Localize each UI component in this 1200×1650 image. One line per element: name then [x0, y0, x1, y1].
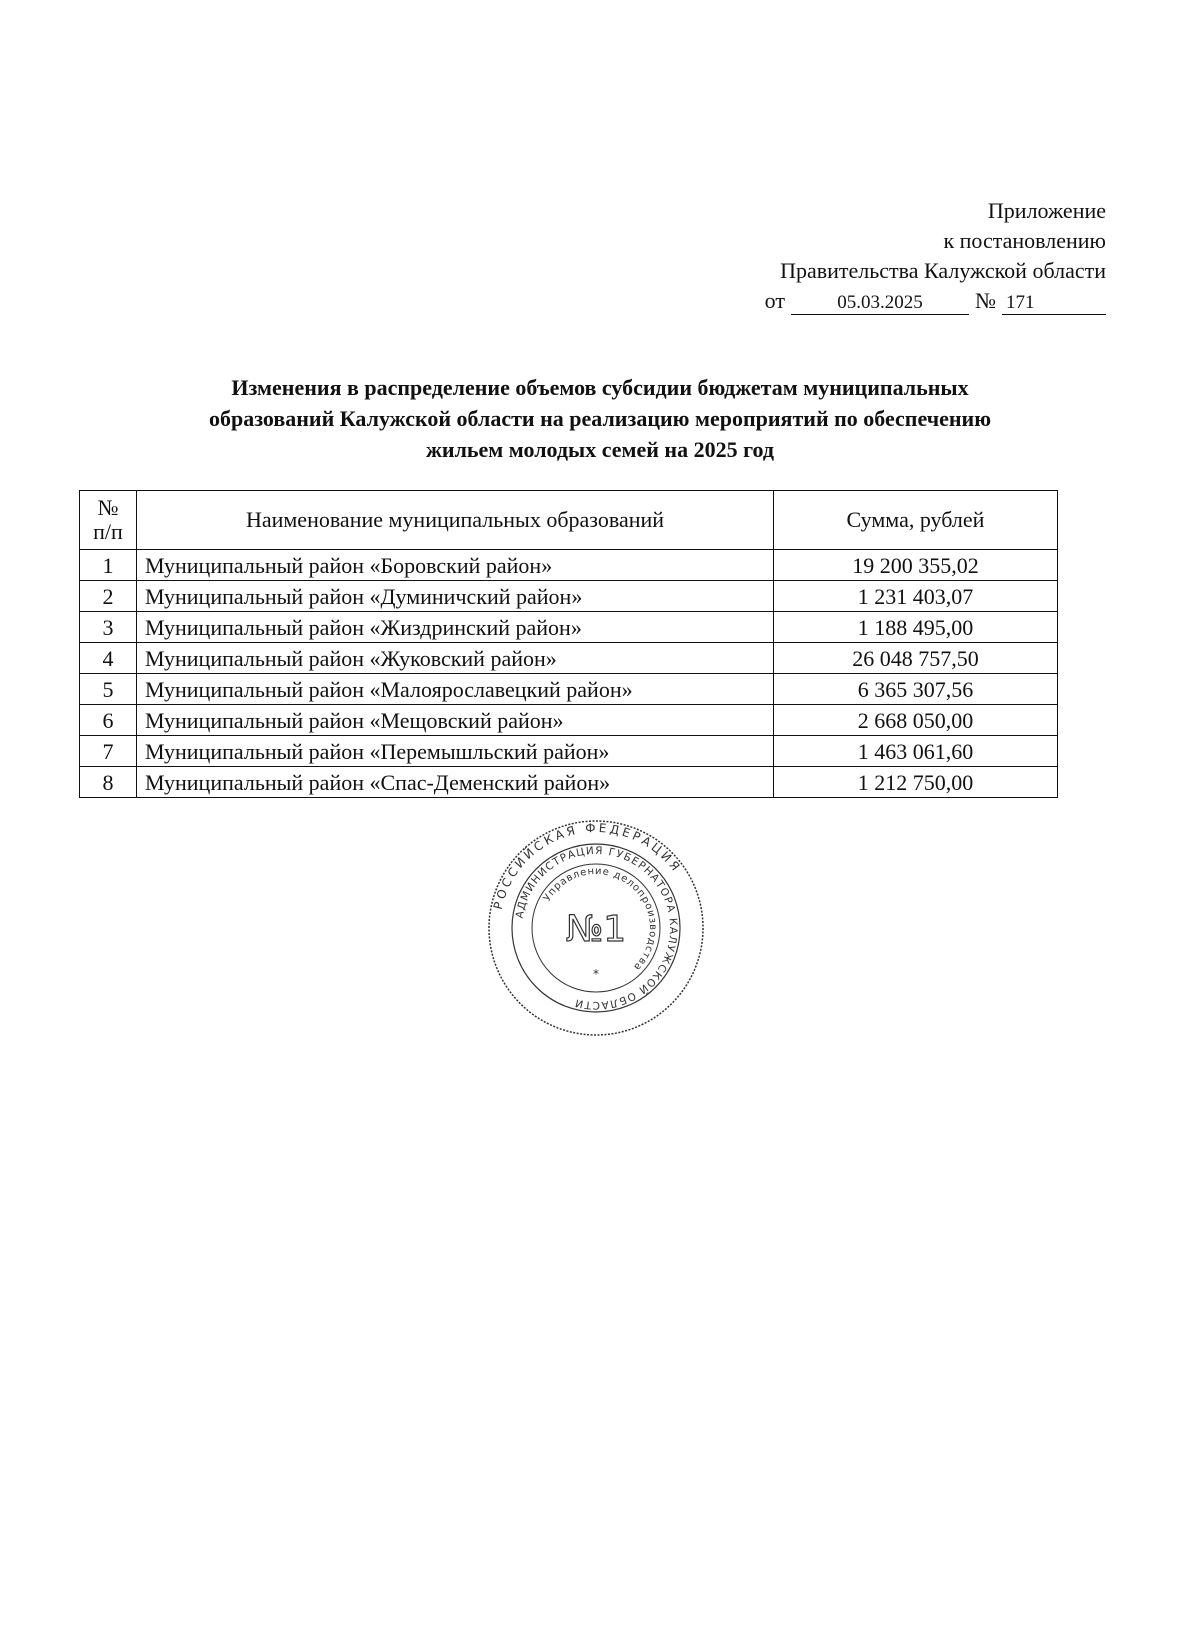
title-line-2: образований Калужской области на реализацию мероприятий по обеспечению: [208, 406, 992, 431]
cell-name: Муниципальный район «Малоярославецкий район»: [137, 674, 774, 705]
cell-sum: 1 463 061,60: [774, 736, 1058, 767]
cell-sum: 19 200 355,02: [774, 550, 1058, 581]
table-row: [80, 581, 1058, 612]
subsidy-table: [79, 490, 1058, 798]
table-row: [80, 736, 1058, 767]
title-line-1: Изменения в распределение объемов субсидии бюджетам муниципальных: [231, 375, 969, 400]
seal-center-number: №1: [565, 909, 627, 950]
cell-name: Муниципальный район «Жиздринский район»: [137, 612, 774, 643]
table-row: [80, 674, 1058, 705]
cell-sum: 26 048 757,50: [774, 643, 1058, 674]
cell-name: Муниципальный район «Боровский район»: [137, 550, 774, 581]
decree-date: 05.03.2025: [791, 292, 969, 315]
cell-number: 1: [80, 550, 137, 581]
annex-line-2: к постановлению: [943, 228, 1106, 253]
table-row: [80, 612, 1058, 643]
table-row: [80, 705, 1058, 736]
header-number: [80, 491, 137, 550]
cell-number: 6: [80, 705, 137, 736]
seal-ring-text: АДМИНИСТРАЦИЯ ГУБЕРНАТОРА КАЛУЖСКОЙ ОБЛАСТИ: [513, 844, 680, 1012]
table-row: [80, 643, 1058, 674]
header-number-line-2: п/п: [93, 519, 123, 544]
cell-number: 4: [80, 643, 137, 674]
title-line-3: жильем молодых семей на 2025 год: [425, 437, 775, 462]
cell-name: Муниципальный район «Спас-Деменский район»: [137, 767, 774, 798]
annex-line-3: Правительства Калужской области: [780, 258, 1106, 283]
cell-sum: 1 231 403,07: [774, 581, 1058, 612]
seal-star: *: [593, 967, 599, 981]
number-label: №: [975, 288, 996, 313]
cell-sum: 1 212 750,00: [774, 767, 1058, 798]
cell-number: 3: [80, 612, 137, 643]
cell-name: Муниципальный район «Думиничский район»: [137, 581, 774, 612]
table-row: [80, 767, 1058, 798]
cell-sum: 1 188 495,00: [774, 612, 1058, 643]
table-header-row: [80, 491, 1058, 550]
cell-number: 2: [80, 581, 137, 612]
cell-sum: 2 668 050,00: [774, 705, 1058, 736]
table-row: [80, 550, 1058, 581]
header-name: Наименование муниципальных образований: [137, 491, 774, 550]
annex-date-row: [765, 286, 1106, 316]
cell-name: Муниципальный район «Перемышльский район»: [137, 736, 774, 767]
cell-sum: 6 365 307,56: [774, 674, 1058, 705]
annex-block: [765, 196, 1106, 316]
seal-outer-text: РОССИЙСКАЯ ФЕДЕРАЦИЯ: [490, 820, 685, 911]
decree-number: 171: [1002, 292, 1106, 315]
annex-line-1: Приложение: [987, 198, 1106, 223]
cell-name: Муниципальный район «Мещовский район»: [137, 705, 774, 736]
header-sum: Сумма, рублей: [774, 491, 1058, 550]
cell-name: Муниципальный район «Жуковский район»: [137, 643, 774, 674]
cell-number: 7: [80, 736, 137, 767]
cell-number: 8: [80, 767, 137, 798]
cell-number: 5: [80, 674, 137, 705]
document-title: [100, 372, 1100, 465]
seal-inner-text: Управление делопроизводства: [541, 865, 659, 973]
header-number-line-1: №: [97, 495, 119, 520]
official-seal: [486, 818, 706, 1038]
from-label: от: [764, 288, 785, 313]
